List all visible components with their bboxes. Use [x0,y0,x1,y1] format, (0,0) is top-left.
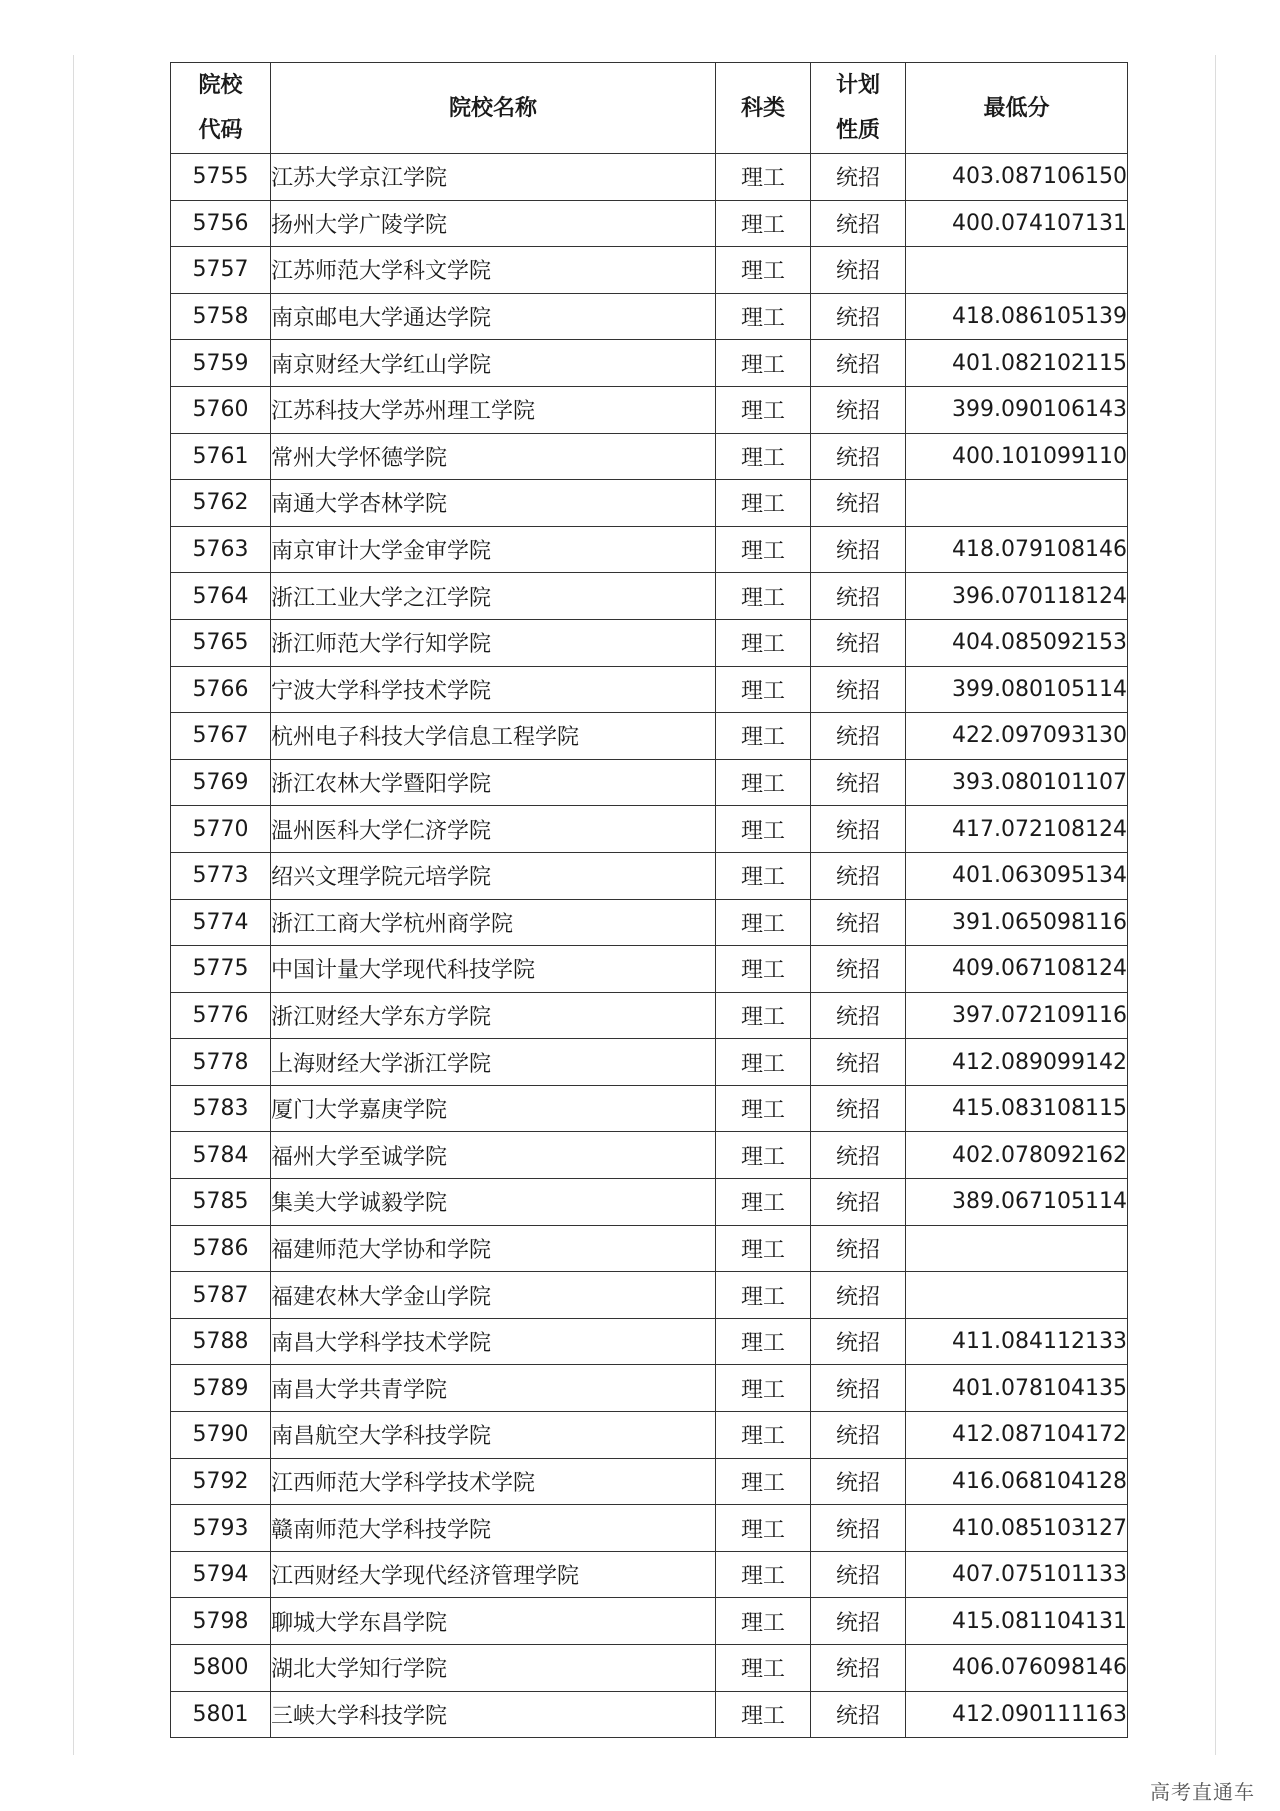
plan-type-cell: 统招 [811,200,906,247]
subject-type-cell: 理工 [716,1365,811,1412]
school-name-cell: 江苏师范大学科文学院 [271,247,716,294]
plan-type-cell: 统招 [811,759,906,806]
subject-type-cell: 理工 [716,154,811,201]
table-row [171,1645,1128,1692]
plan-type-cell: 统招 [811,293,906,340]
header-subject-type: 科类 [716,63,811,154]
table-row [171,573,1128,620]
subject-type-cell: 理工 [716,480,811,527]
table-row [171,1225,1128,1272]
table-row [171,480,1128,527]
min-score-cell: 411.084112133 [906,1318,1128,1365]
min-score-cell: 400.074107131 [906,200,1128,247]
table-row [171,1132,1128,1179]
school-code-cell: 5790 [171,1412,271,1459]
school-code-cell: 5788 [171,1318,271,1365]
school-code-cell: 5792 [171,1458,271,1505]
header-plan-type-line2: 性质 [835,118,880,143]
school-name-cell: 浙江师范大学行知学院 [271,619,716,666]
min-score-cell: 391.065098116 [906,899,1128,946]
school-code-cell: 5761 [171,433,271,480]
subject-type-cell: 理工 [716,946,811,993]
plan-type-cell: 统招 [811,1691,906,1738]
table-row [171,992,1128,1039]
subject-type-cell: 理工 [716,899,811,946]
min-score-cell: 417.072108124 [906,806,1128,853]
subject-type-cell: 理工 [716,852,811,899]
plan-type-cell: 统招 [811,247,906,294]
min-score-cell: 399.080105114 [906,666,1128,713]
school-code-cell: 5785 [171,1179,271,1226]
header-school-name: 院校名称 [271,63,716,154]
school-name-cell: 福建农林大学金山学院 [271,1272,716,1319]
school-name-cell: 南通大学杏林学院 [271,480,716,527]
min-score-cell [906,247,1128,294]
school-name-cell: 扬州大学广陵学院 [271,200,716,247]
min-score-cell: 422.097093130 [906,713,1128,760]
subject-type-cell: 理工 [716,1691,811,1738]
subject-type-cell: 理工 [716,1272,811,1319]
plan-type-cell: 统招 [811,992,906,1039]
school-code-cell: 5770 [171,806,271,853]
school-name-cell: 南京财经大学红山学院 [271,340,716,387]
table-row [171,1272,1128,1319]
school-name-cell: 南京审计大学金审学院 [271,526,716,573]
school-code-cell: 5763 [171,526,271,573]
table-row [171,852,1128,899]
min-score-cell: 400.101099110 [906,433,1128,480]
plan-type-cell: 统招 [811,666,906,713]
school-name-cell: 浙江农林大学暨阳学院 [271,759,716,806]
plan-type-cell: 统招 [811,713,906,760]
subject-type-cell: 理工 [716,806,811,853]
table-row [171,806,1128,853]
page-guide-left [73,55,74,1755]
min-score-cell: 396.070118124 [906,573,1128,620]
school-code-cell: 5765 [171,619,271,666]
school-code-cell: 5787 [171,1272,271,1319]
min-score-cell: 412.087104172 [906,1412,1128,1459]
school-name-cell: 江苏大学京江学院 [271,154,716,201]
subject-type-cell: 理工 [716,1551,811,1598]
table-row [171,1598,1128,1645]
table-row [171,666,1128,713]
school-name-cell: 厦门大学嘉庚学院 [271,1085,716,1132]
school-name-cell: 赣南师范大学科技学院 [271,1505,716,1552]
min-score-cell: 410.085103127 [906,1505,1128,1552]
table-row [171,946,1128,993]
subject-type-cell: 理工 [716,759,811,806]
min-score-cell: 409.067108124 [906,946,1128,993]
min-score-cell: 415.081104131 [906,1598,1128,1645]
school-code-cell: 5800 [171,1645,271,1692]
plan-type-cell: 统招 [811,619,906,666]
subject-type-cell: 理工 [716,1085,811,1132]
subject-type-cell: 理工 [716,1132,811,1179]
table-body [171,154,1128,1738]
table-row [171,759,1128,806]
plan-type-cell: 统招 [811,1458,906,1505]
table-row [171,1179,1128,1226]
school-name-cell: 聊城大学东昌学院 [271,1598,716,1645]
table-row [171,713,1128,760]
table-row [171,200,1128,247]
min-score-cell: 402.078092162 [906,1132,1128,1179]
school-code-cell: 5778 [171,1039,271,1086]
plan-type-cell: 统招 [811,1645,906,1692]
plan-type-cell: 统招 [811,1505,906,1552]
school-name-cell: 集美大学诚毅学院 [271,1179,716,1226]
table-row [171,433,1128,480]
school-code-cell: 5786 [171,1225,271,1272]
subject-type-cell: 理工 [716,386,811,433]
subject-type-cell: 理工 [716,1598,811,1645]
table-row [171,619,1128,666]
school-name-cell: 浙江工商大学杭州商学院 [271,899,716,946]
min-score-cell: 415.083108115 [906,1085,1128,1132]
subject-type-cell: 理工 [716,340,811,387]
school-code-cell: 5766 [171,666,271,713]
subject-type-cell: 理工 [716,713,811,760]
school-code-cell: 5794 [171,1551,271,1598]
plan-type-cell: 统招 [811,1039,906,1086]
subject-type-cell: 理工 [716,1225,811,1272]
school-name-cell: 浙江财经大学东方学院 [271,992,716,1039]
school-name-cell: 常州大学怀德学院 [271,433,716,480]
school-name-cell: 上海财经大学浙江学院 [271,1039,716,1086]
plan-type-cell: 统招 [811,433,906,480]
plan-type-cell: 统招 [811,1132,906,1179]
school-code-cell: 5789 [171,1365,271,1412]
plan-type-cell: 统招 [811,1551,906,1598]
subject-type-cell: 理工 [716,1039,811,1086]
table-row [171,1039,1128,1086]
plan-type-cell: 统招 [811,852,906,899]
table-row [171,154,1128,201]
header-min-score: 最低分 [906,63,1128,154]
min-score-cell: 404.085092153 [906,619,1128,666]
school-code-cell: 5801 [171,1691,271,1738]
min-score-cell: 399.090106143 [906,386,1128,433]
school-name-cell: 中国计量大学现代科技学院 [271,946,716,993]
plan-type-cell: 统招 [811,1225,906,1272]
min-score-cell: 393.080101107 [906,759,1128,806]
table-row [171,526,1128,573]
school-code-cell: 5784 [171,1132,271,1179]
min-score-cell: 406.076098146 [906,1645,1128,1692]
plan-type-cell: 统招 [811,386,906,433]
min-score-cell [906,1272,1128,1319]
min-score-cell [906,480,1128,527]
header-plan-type [811,63,906,154]
school-name-cell: 湖北大学知行学院 [271,1645,716,1692]
subject-type-cell: 理工 [716,1412,811,1459]
school-name-cell: 南昌大学科学技术学院 [271,1318,716,1365]
school-code-cell: 5764 [171,573,271,620]
school-name-cell: 南昌航空大学科技学院 [271,1412,716,1459]
subject-type-cell: 理工 [716,619,811,666]
subject-type-cell: 理工 [716,433,811,480]
min-score-cell: 401.078104135 [906,1365,1128,1412]
table-row [171,1505,1128,1552]
school-name-cell: 南昌大学共青学院 [271,1365,716,1412]
min-score-cell: 401.082102115 [906,340,1128,387]
school-code-cell: 5798 [171,1598,271,1645]
page-guide-right [1215,55,1216,1755]
min-score-cell: 397.072109116 [906,992,1128,1039]
header-school-code-line1: 院校 [198,73,243,98]
school-code-cell: 5773 [171,852,271,899]
school-name-cell: 江苏科技大学苏州理工学院 [271,386,716,433]
school-name-cell: 江西师范大学科学技术学院 [271,1458,716,1505]
min-score-cell: 407.075101133 [906,1551,1128,1598]
school-code-cell: 5775 [171,946,271,993]
table-row [171,386,1128,433]
plan-type-cell: 统招 [811,1272,906,1319]
admission-score-table [170,62,1128,1738]
plan-type-cell: 统招 [811,1085,906,1132]
table-row [171,1691,1128,1738]
school-code-cell: 5755 [171,154,271,201]
plan-type-cell: 统招 [811,573,906,620]
school-code-cell: 5783 [171,1085,271,1132]
table-row [171,899,1128,946]
subject-type-cell: 理工 [716,1318,811,1365]
school-code-cell: 5756 [171,200,271,247]
school-code-cell: 5757 [171,247,271,294]
plan-type-cell: 统招 [811,1365,906,1412]
subject-type-cell: 理工 [716,526,811,573]
plan-type-cell: 统招 [811,154,906,201]
plan-type-cell: 统招 [811,1318,906,1365]
school-name-cell: 宁波大学科学技术学院 [271,666,716,713]
table-header-row [171,63,1128,154]
plan-type-cell: 统招 [811,480,906,527]
subject-type-cell: 理工 [716,992,811,1039]
subject-type-cell: 理工 [716,1179,811,1226]
school-name-cell: 南京邮电大学通达学院 [271,293,716,340]
min-score-cell: 412.090111163 [906,1691,1128,1738]
table-row [171,1085,1128,1132]
school-name-cell: 温州医科大学仁济学院 [271,806,716,853]
min-score-cell: 416.068104128 [906,1458,1128,1505]
school-code-cell: 5769 [171,759,271,806]
plan-type-cell: 统招 [811,1412,906,1459]
watermark: 高考直通车 [1150,1780,1255,1804]
school-code-cell: 5762 [171,480,271,527]
school-name-cell: 浙江工业大学之江学院 [271,573,716,620]
school-code-cell: 5776 [171,992,271,1039]
plan-type-cell: 统招 [811,1598,906,1645]
table-row [171,247,1128,294]
school-name-cell: 绍兴文理学院元培学院 [271,852,716,899]
subject-type-cell: 理工 [716,1645,811,1692]
table-row [171,1318,1128,1365]
plan-type-cell: 统招 [811,526,906,573]
school-name-cell: 福建师范大学协和学院 [271,1225,716,1272]
table-row [171,340,1128,387]
plan-type-cell: 统招 [811,340,906,387]
header-plan-type-line1: 计划 [835,73,880,98]
min-score-cell: 389.067105114 [906,1179,1128,1226]
subject-type-cell: 理工 [716,247,811,294]
min-score-cell: 403.087106150 [906,154,1128,201]
header-school-code-line2: 代码 [198,118,243,143]
table-row [171,1412,1128,1459]
plan-type-cell: 统招 [811,806,906,853]
school-name-cell: 福州大学至诚学院 [271,1132,716,1179]
subject-type-cell: 理工 [716,1458,811,1505]
plan-type-cell: 统招 [811,946,906,993]
school-name-cell: 三峡大学科技学院 [271,1691,716,1738]
min-score-cell: 412.089099142 [906,1039,1128,1086]
school-code-cell: 5793 [171,1505,271,1552]
subject-type-cell: 理工 [716,200,811,247]
school-code-cell: 5760 [171,386,271,433]
header-school-code [171,63,271,154]
school-code-cell: 5758 [171,293,271,340]
subject-type-cell: 理工 [716,666,811,713]
table-row [171,1551,1128,1598]
plan-type-cell: 统招 [811,899,906,946]
school-code-cell: 5767 [171,713,271,760]
min-score-cell: 401.063095134 [906,852,1128,899]
school-code-cell: 5759 [171,340,271,387]
plan-type-cell: 统招 [811,1179,906,1226]
min-score-cell [906,1225,1128,1272]
min-score-cell: 418.086105139 [906,293,1128,340]
table-row [171,1365,1128,1412]
table-row [171,1458,1128,1505]
min-score-cell: 418.079108146 [906,526,1128,573]
school-code-cell: 5774 [171,899,271,946]
subject-type-cell: 理工 [716,1505,811,1552]
school-name-cell: 杭州电子科技大学信息工程学院 [271,713,716,760]
subject-type-cell: 理工 [716,573,811,620]
school-name-cell: 江西财经大学现代经济管理学院 [271,1551,716,1598]
table-row [171,293,1128,340]
subject-type-cell: 理工 [716,293,811,340]
